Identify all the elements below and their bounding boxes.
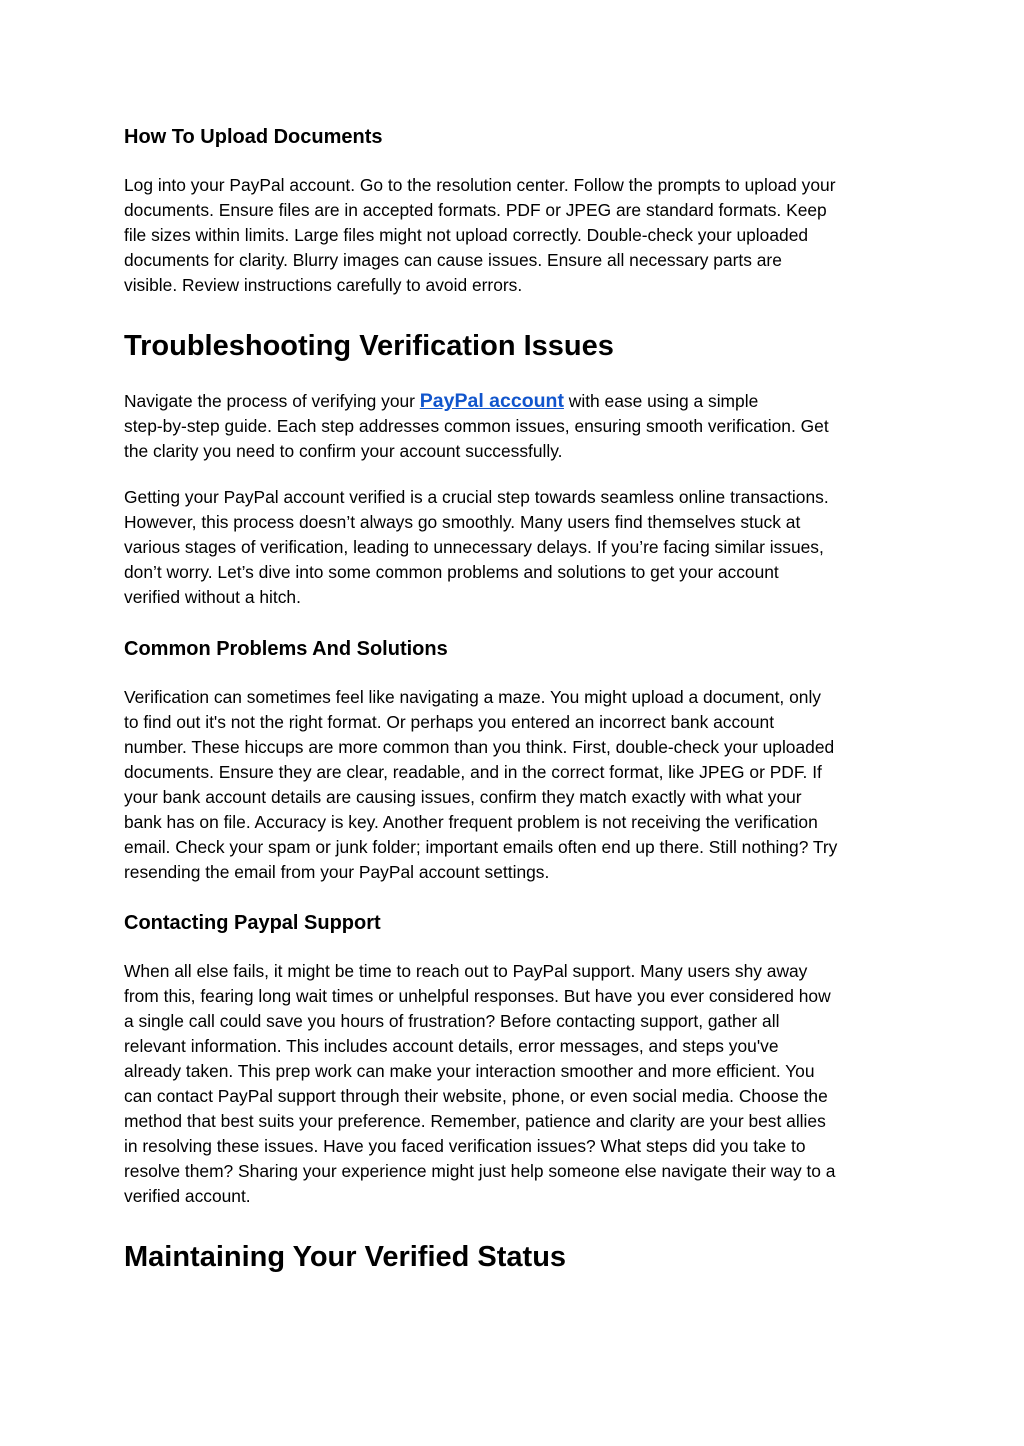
heading-troubleshooting-verification-issues: Troubleshooting Verification Issues bbox=[124, 330, 614, 362]
text-line: Verification can sometimes feel like navigating a maze. You might upload a document, only bbox=[124, 687, 821, 707]
text-line: in resolving these issues. Have you faced verification issues? What steps did you take to bbox=[124, 1136, 806, 1156]
text-line: to find out it's not the right format. Or perhaps you entered an incorrect bank account bbox=[124, 712, 775, 732]
paypal-account-link[interactable]: PayPal account bbox=[419, 390, 564, 412]
text-line: file sizes within limits. Large files might not upload correctly. Double-check your uploaded bbox=[124, 225, 809, 245]
text-line: method that best suits your preference. Remember, patience and clarity are your best allies bbox=[124, 1111, 826, 1131]
intro-text-after-link: with ease using a simple bbox=[563, 391, 759, 411]
heading-how-to-upload-documents: How To Upload Documents bbox=[124, 126, 383, 148]
text-line: Getting your PayPal account verified is a crucial step towards seamless online transactions. bbox=[124, 487, 829, 507]
text-line: resolve them? Sharing your experience might just help someone else navigate their way to a bbox=[124, 1161, 836, 1181]
heading-maintaining-verified-status: Maintaining Your Verified Status bbox=[124, 1241, 567, 1273]
paragraph-common-problems bbox=[124, 685, 837, 885]
text-line: verified account. bbox=[124, 1186, 251, 1206]
text-line: documents. Ensure files are in accepted formats. PDF or JPEG are standard formats. Keep bbox=[124, 200, 827, 220]
text-line: When all else fails, it might be time to reach out to PayPal support. Many users shy away bbox=[124, 961, 808, 981]
paragraph-upload-documents bbox=[124, 173, 836, 298]
text-line: already taken. This prep work can make your interaction smoother and more efficient. You bbox=[124, 1061, 815, 1081]
text-line: from this, fearing long wait times or unhelpful responses. But have you ever considered how bbox=[124, 986, 831, 1006]
text-line: verified without a hitch. bbox=[124, 587, 301, 607]
text-line: don’t worry. Let’s dive into some common problems and solutions to get your account bbox=[124, 562, 779, 582]
text-line-with-link bbox=[124, 389, 829, 414]
text-line: step-by-step guide. Each step addresses common issues, ensuring smooth verification. Get bbox=[124, 416, 829, 436]
intro-text-before-link: Navigate the process of verifying your bbox=[124, 391, 420, 411]
text-line: However, this process doesn’t always go smoothly. Many users find themselves stuck at bbox=[124, 512, 801, 532]
text-line: documents for clarity. Blurry images can cause issues. Ensure all necessary parts are bbox=[124, 250, 782, 270]
text-line: your bank account details are causing issues, confirm they match exactly with what your bbox=[124, 787, 802, 807]
text-line: email. Check your spam or junk folder; important emails often end up there. Still nothing? Try bbox=[124, 837, 838, 857]
text-line: number. These hiccups are more common than you think. First, double-check your uploaded bbox=[124, 737, 835, 757]
text-line: can contact PayPal support through their website, phone, or even social media. Choose the bbox=[124, 1086, 828, 1106]
text-line: bank has on file. Accuracy is key. Another frequent problem is not receiving the verification bbox=[124, 812, 818, 832]
text-line: various stages of verification, leading to unnecessary delays. If you’re facing similar issues, bbox=[124, 537, 824, 557]
text-line: resending the email from your PayPal account settings. bbox=[124, 862, 550, 882]
text-line: a single call could save you hours of frustration? Before contacting support, gather all bbox=[124, 1011, 780, 1031]
heading-contacting-paypal-support: Contacting Paypal Support bbox=[124, 912, 381, 934]
heading-common-problems-and-solutions: Common Problems And Solutions bbox=[124, 638, 448, 660]
paragraph-getting-verified bbox=[124, 485, 829, 610]
text-line: visible. Review instructions carefully to avoid errors. bbox=[124, 275, 523, 295]
paragraph-contacting-support bbox=[124, 959, 835, 1209]
text-line: relevant information. This includes account details, error messages, and steps you've bbox=[124, 1036, 779, 1056]
text-line: the clarity you need to confirm your account successfully. bbox=[124, 441, 563, 461]
paragraph-troubleshooting-intro bbox=[124, 389, 829, 464]
text-line: documents. Ensure they are clear, readable, and in the correct format, like JPEG or PDF. If bbox=[124, 762, 822, 782]
text-line: Log into your PayPal account. Go to the resolution center. Follow the prompts to upload your bbox=[124, 175, 836, 195]
